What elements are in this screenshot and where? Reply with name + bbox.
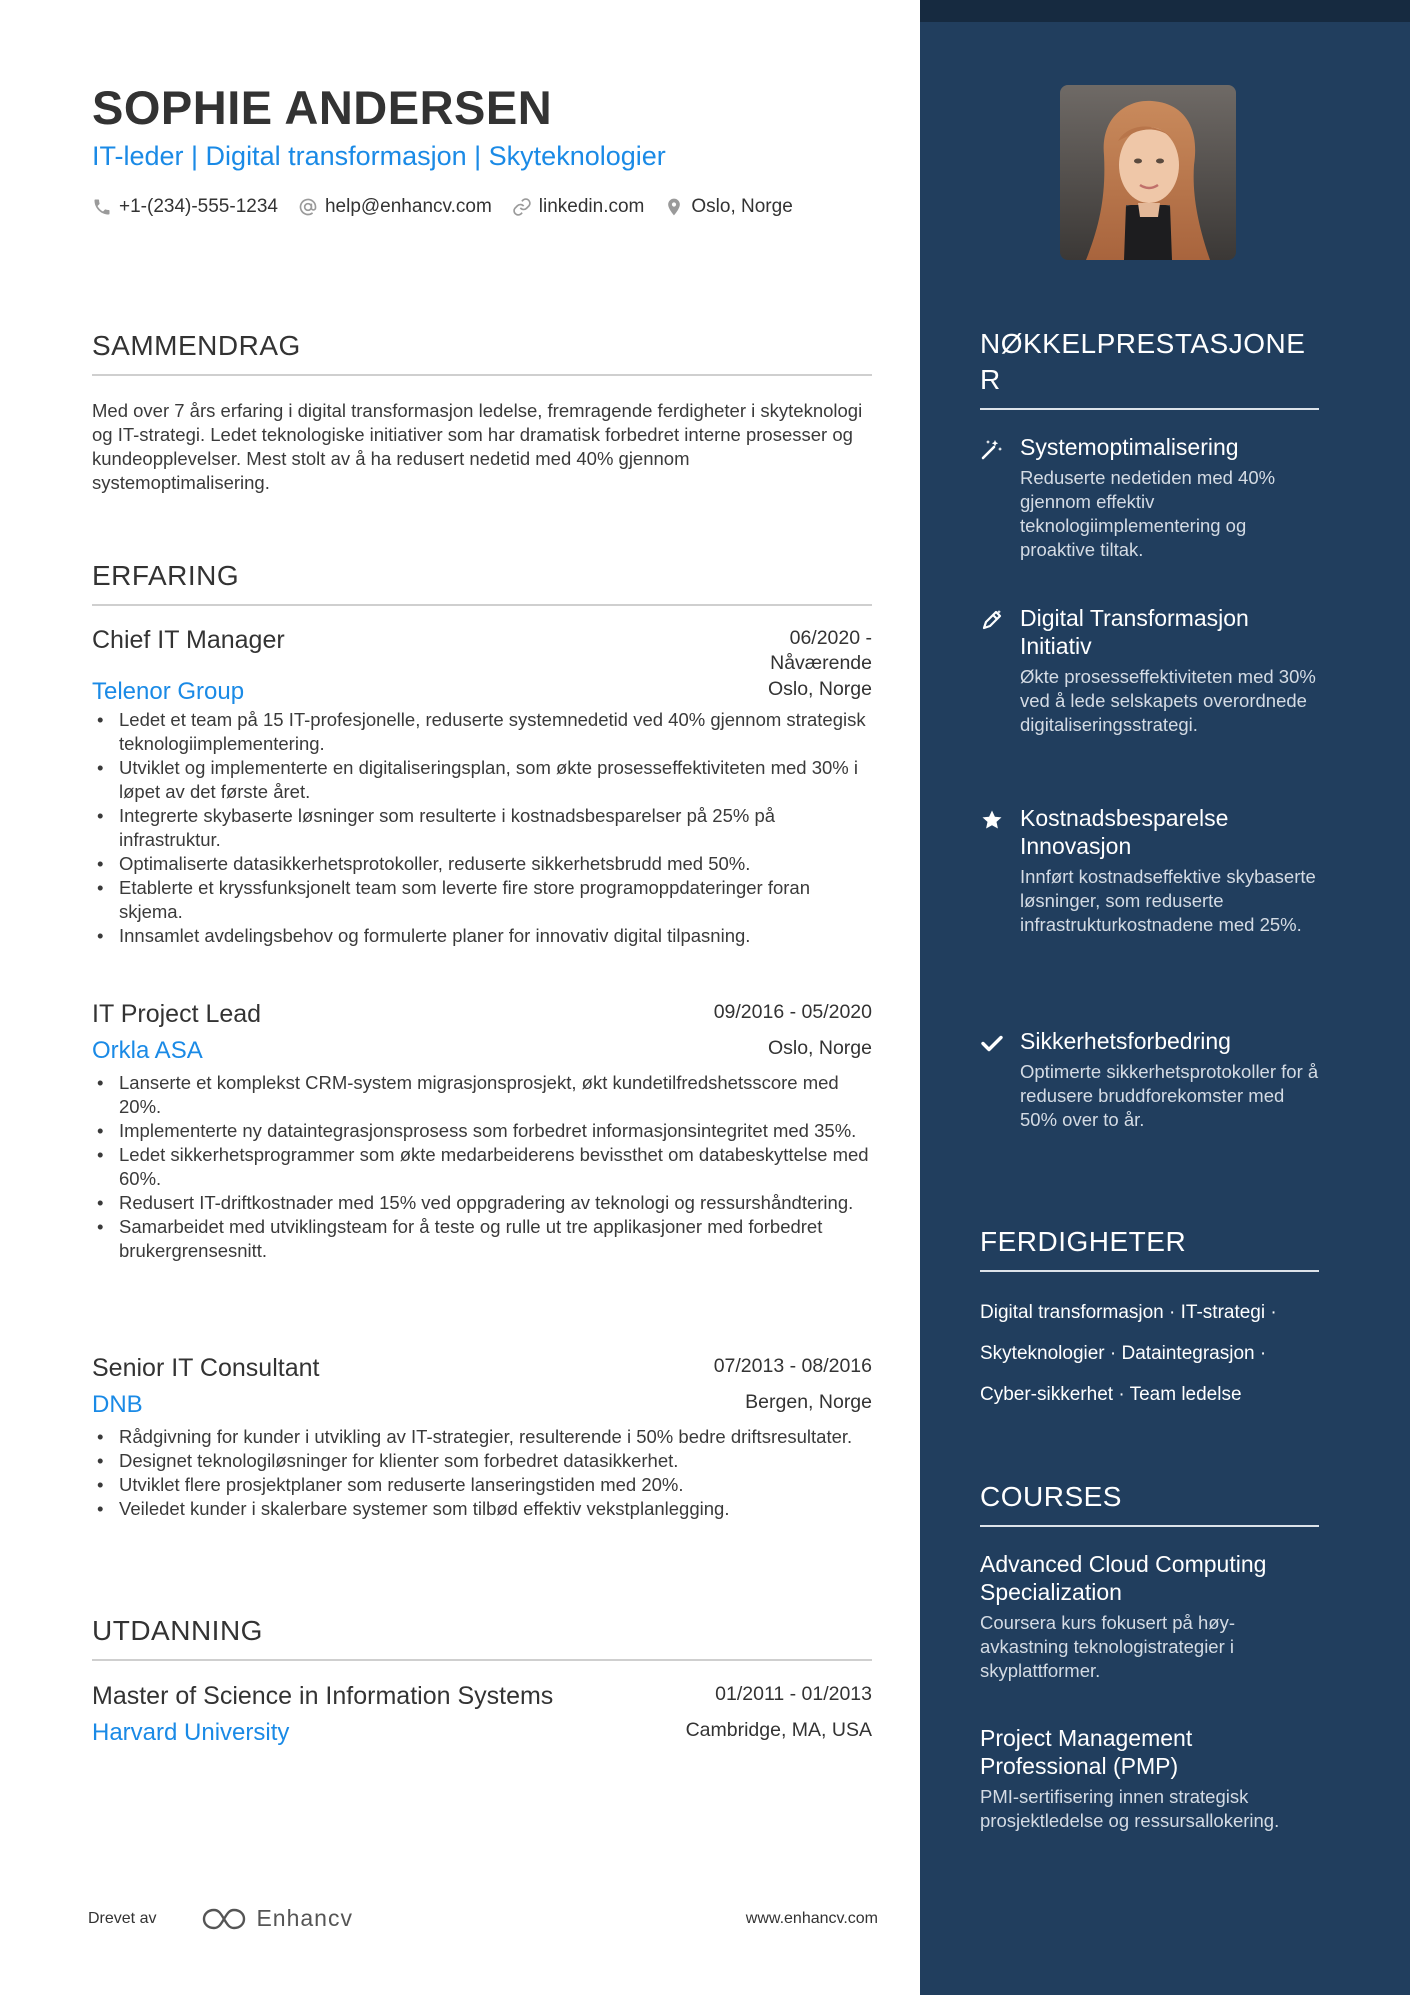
list-item: • Ledet sikkerhetsprogrammer som økte medarbeiderens bevissthet om databeskyttelse med 60%. (92, 1143, 872, 1191)
job-bullets (92, 1425, 872, 1521)
sidebar (920, 0, 1410, 1995)
phone-text: +1-(234)-555-1234 (119, 196, 278, 217)
list-item: • Veiledet kunder i skalerbare systemer som tilbød effektiv vekstplanlegging. (92, 1497, 872, 1521)
email-text: help@enhancv.com (324, 196, 492, 217)
summary-heading: SAMMENDRAG (92, 330, 872, 376)
check-icon (980, 1031, 1004, 1055)
skills-line: Digital transformasjon · IT-strategi · (980, 1302, 1277, 1323)
achievement-item (980, 804, 1320, 937)
magic-wand-icon (980, 437, 1004, 461)
course-title: Project Management Professional (PMP) (980, 1725, 1193, 1779)
summary-text: Med over 7 års erfaring i digital transformasjon ledelse, fremragende ferdigheter i skyteknologi og IT-strategi. Ledet teknologiske initiativer som har dramatisk forbedret interne prosesser og kundeopplevelser. Mest stolt av å ha redusert nedetid med 40% gjennom systemoptimalisering. (92, 400, 863, 493)
pen-icon (980, 608, 1004, 632)
candidate-name: SOPHIE ANDERSEN (92, 81, 553, 134)
job-date: 07/2013 - 08/2016 (713, 1355, 872, 1377)
star-icon (980, 808, 1004, 832)
list-item: • Etablerte et kryssfunksjonelt team som leverte fire store programoppdateringer foran skjema. (92, 876, 872, 924)
job-company: DNB (92, 1391, 143, 1418)
phone-icon (92, 197, 112, 217)
list-item: • Optimaliserte datasikkerhetsprotokoller, reduserte sikkerhetsbrudd med 50%. (92, 852, 872, 876)
list-item: • Redusert IT-driftkostnader med 15% ved oppgradering av teknologi og ressurshåndtering. (92, 1191, 872, 1215)
achievement-desc: Optimerte sikkerhetsprotokoller for å redusere bruddforekomster med 50% over to år. (1020, 1061, 1319, 1130)
link-icon (512, 197, 532, 217)
job-title: Chief IT Manager (92, 626, 285, 654)
contact-bar (92, 196, 793, 218)
achievement-title: Digital Transformasjon Initiativ (1020, 605, 1249, 659)
footer (88, 1905, 878, 1932)
education-location: Cambridge, MA, USA (685, 1719, 872, 1741)
job-date: 09/2016 - 05/2020 (713, 1001, 872, 1023)
sidebar-top-strip (920, 0, 1410, 22)
achievements-heading: NØKKELPRESTASJONE R (980, 326, 1319, 410)
contact-location (664, 196, 792, 218)
education-date: 01/2011 - 01/2013 (715, 1683, 872, 1705)
brand-name: Enhancv (256, 1905, 353, 1931)
list-item: • Lanserte et komplekst CRM-system migrasjonsprosjekt, økt kundetilfredshetsscore med 20%. (92, 1071, 872, 1119)
site-link[interactable]: www.enhancv.com (745, 1909, 878, 1927)
course-item (980, 1550, 1320, 1683)
list-item: • Rådgivning for kunder i utvikling av IT-strategier, resulterende i 50% bedre driftsresultater. (92, 1425, 872, 1449)
job-location: Oslo, Norge (767, 678, 872, 700)
location-text: Oslo, Norge (691, 196, 793, 217)
skills-list (980, 1292, 1320, 1415)
list-item: • Implementerte ny dataintegrasjonsprosess som forbedret informasjonsintegritet med 35%. (92, 1119, 872, 1143)
education-heading: UTDANNING (92, 1615, 872, 1661)
list-item: • Ledet et team på 15 IT-profesjonelle, reduserte systemnedetid ved 40% gjennom strategisk teknologiimplementering. (92, 708, 872, 756)
achievement-desc: Reduserte nedetiden med 40% gjennom effektiv teknologiimplementering og proaktive tiltak. (1020, 467, 1276, 560)
course-item (980, 1724, 1320, 1833)
location-pin-icon (664, 197, 684, 217)
skills-line: Cyber-sikkerhet · Team ledelse (980, 1384, 1242, 1405)
list-item: • Innsamlet avdelingsbehov og formulerte planer for innovativ digital tilpasning. (92, 924, 872, 948)
list-item: • Utviklet flere prosjektplaner som reduserte lanseringstiden med 20%. (92, 1473, 872, 1497)
school-name: Harvard University (92, 1719, 290, 1746)
achievement-title: Sikkerhetsforbedring (1020, 1028, 1231, 1054)
portrait-image (1060, 85, 1236, 260)
profile-photo (1060, 85, 1236, 260)
achievement-title: Kostnadsbesparelse Innovasjon (1020, 805, 1229, 859)
job-entry (92, 1354, 872, 1521)
experience-heading: ERFARING (92, 560, 872, 606)
list-item: • Samarbeidet med utviklingsteam for å teste og rulle ut tre applikasjoner med forbedret brukergrensesnitt. (92, 1215, 872, 1263)
job-location: Oslo, Norge (767, 1037, 872, 1059)
job-entry (92, 626, 872, 948)
course-desc: Coursera kurs fokusert på høy-avkastning teknologistrategier i skyplattformer. (980, 1612, 1235, 1681)
contact-phone (92, 196, 278, 218)
job-date: 06/2020 - Nåværende (770, 627, 872, 674)
skills-line: Skyteknologier · Dataintegrasjon · (980, 1343, 1267, 1364)
achievement-item (980, 604, 1320, 737)
job-company: Orkla ASA (92, 1037, 203, 1064)
education-entry (92, 1682, 872, 1747)
course-desc: PMI-sertifisering innen strategisk prosjektledelse og ressursallokering. (980, 1786, 1280, 1831)
achievement-title: Systemoptimalisering (1020, 434, 1239, 460)
courses-heading: COURSES (980, 1479, 1319, 1527)
job-company: Telenor Group (92, 678, 245, 705)
skills-heading: FERDIGHETER (980, 1224, 1319, 1272)
achievement-desc: Innført kostnadseffektive skybaserte løsninger, som reduserte infrastrukturkostnadene med 25%. (1020, 866, 1316, 935)
job-bullets (92, 708, 872, 948)
list-item: • Designet teknologiløsninger for klienter som forbedret datasikkerhet. (92, 1449, 872, 1473)
job-entry (92, 1000, 872, 1263)
achievement-item (980, 1027, 1320, 1132)
brand-logo[interactable] (200, 1905, 353, 1932)
degree-title: Master of Science in Information Systems (92, 1682, 554, 1710)
job-title: IT Project Lead (92, 1000, 262, 1028)
job-title: Senior IT Consultant (92, 1354, 320, 1382)
list-item: • Utviklet og implementerte en digitaliseringsplan, som økte prosesseffektiviteten med 30% i løpet av det første året. (92, 756, 872, 804)
at-icon (298, 197, 318, 217)
achievement-desc: Økte prosesseffektiviteten med 30% ved å lede selskapets overordnede digitaliseringsstrategi. (1020, 666, 1316, 735)
linkedin-text: linkedin.com (538, 196, 645, 217)
job-bullets (92, 1071, 872, 1263)
achievement-item (980, 433, 1320, 562)
job-location: Bergen, Norge (745, 1391, 872, 1413)
contact-linkedin[interactable] (512, 196, 645, 218)
enhancv-logo-icon (200, 1906, 248, 1932)
contact-email[interactable] (298, 196, 492, 218)
powered-by-label: Drevet av (88, 1909, 157, 1927)
headline: IT-leder | Digital transformasjon | Skyteknologier (92, 141, 666, 171)
course-title: Advanced Cloud Computing Specialization (980, 1551, 1267, 1605)
list-item: • Integrerte skybaserte løsninger som resulterte i kostnadsbesparelser på 25% på infrastruktur. (92, 804, 872, 852)
